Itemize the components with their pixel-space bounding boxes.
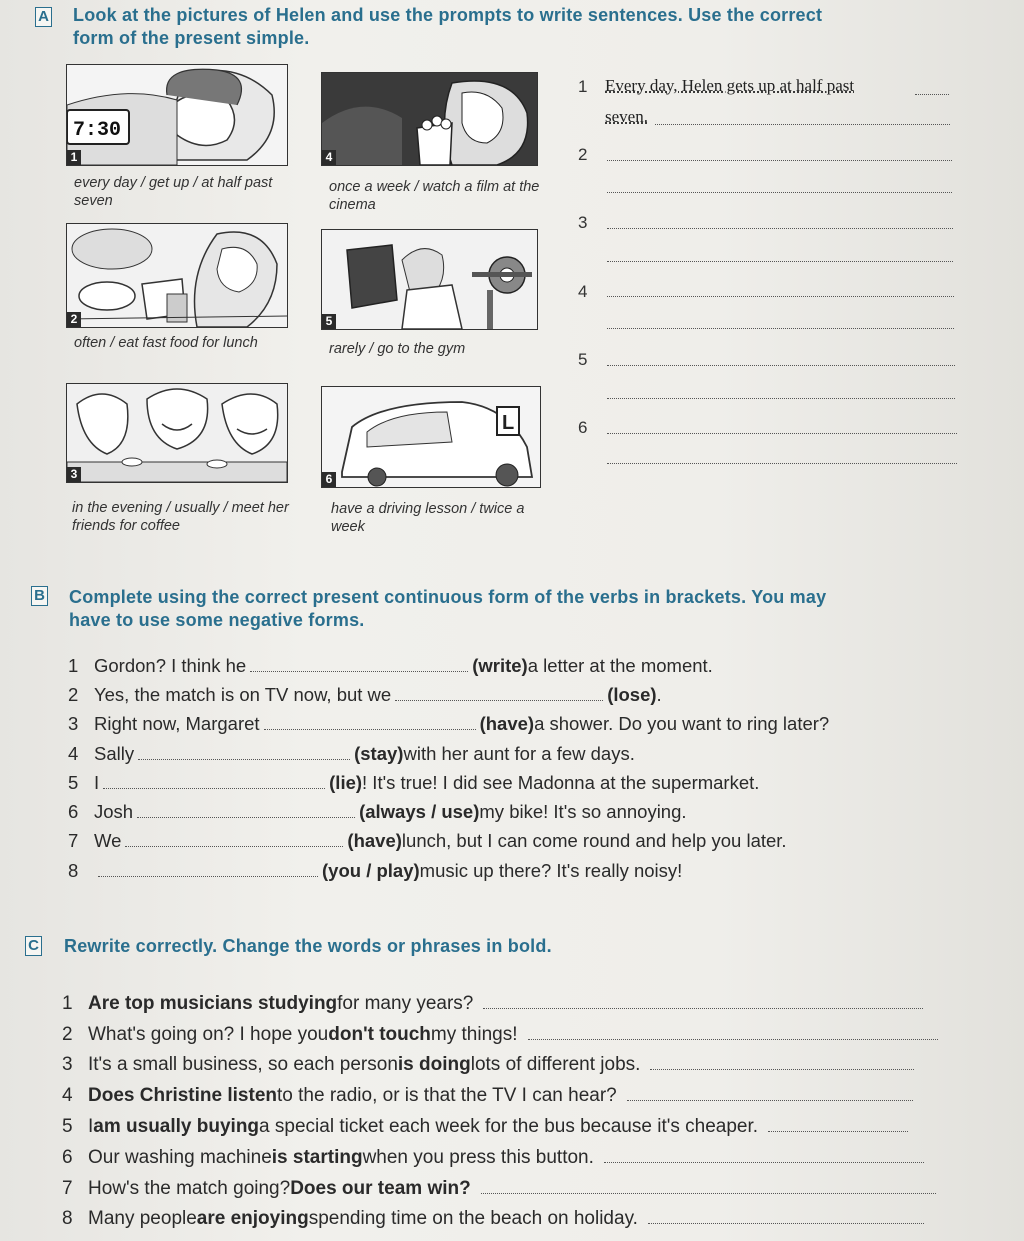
picture-1-number: 1 bbox=[67, 150, 81, 165]
picture-4-cinema bbox=[321, 72, 538, 166]
section-c-badge: C bbox=[25, 936, 42, 956]
c-item-3-post: lots of different jobs. bbox=[470, 1054, 641, 1075]
picture-4-number: 4 bbox=[322, 150, 336, 165]
c-item-5 bbox=[62, 1116, 912, 1138]
b-item-3 bbox=[68, 713, 829, 735]
b-item-4-gap[interactable] bbox=[138, 745, 350, 760]
answer-line-4a[interactable] bbox=[607, 296, 954, 297]
picture-2-fastfood bbox=[66, 223, 288, 328]
b-item-1-verb: (write) bbox=[472, 655, 528, 676]
b-item-2-rest: . bbox=[656, 684, 662, 705]
b-item-5 bbox=[68, 772, 759, 794]
c-item-7-gap[interactable] bbox=[481, 1179, 936, 1194]
b-item-1 bbox=[68, 655, 713, 677]
c-item-2 bbox=[62, 1024, 942, 1046]
c-item-8-bold: are enjoying bbox=[196, 1208, 309, 1229]
b-item-1-gap[interactable] bbox=[250, 657, 468, 672]
c-item-3-number: 3 bbox=[62, 1054, 73, 1075]
answer-line-2a[interactable] bbox=[607, 160, 952, 161]
c-item-8-post: spending time on the beach on holiday. bbox=[308, 1208, 638, 1229]
c-item-1-post: for many years? bbox=[337, 993, 474, 1014]
c-item-3 bbox=[62, 1054, 918, 1076]
b-item-2-gap[interactable] bbox=[395, 686, 603, 701]
b-item-2-number: 2 bbox=[68, 684, 79, 705]
section-b-heading: Complete using the correct present continuous form of the verbs in brackets. You may have to use some negative forms. bbox=[69, 587, 827, 630]
b-item-6-rest: my bike! It's so annoying. bbox=[479, 801, 687, 822]
c-item-8-number: 8 bbox=[62, 1208, 73, 1229]
answer-number-3: 3 bbox=[578, 213, 588, 232]
c-item-3-pre: It's a small business, so each person bbox=[88, 1054, 398, 1075]
answer-1-line-2: seven. bbox=[605, 107, 648, 126]
c-item-7-number: 7 bbox=[62, 1178, 73, 1199]
b-item-7-verb: (have) bbox=[347, 830, 402, 851]
c-item-6-bold: is starting bbox=[271, 1147, 363, 1168]
picture-3-number: 3 bbox=[67, 467, 81, 482]
c-item-6 bbox=[62, 1147, 928, 1169]
answer-line-5b[interactable] bbox=[607, 398, 955, 399]
answer-number-5: 5 bbox=[578, 350, 588, 369]
b-item-7-rest: lunch, but I can come round and help you later. bbox=[401, 830, 787, 851]
answer-number-2: 2 bbox=[578, 145, 588, 164]
picture-6-number: 6 bbox=[322, 472, 336, 487]
answer-1-line-1: Every day, Helen gets up at half past bbox=[605, 76, 855, 95]
picture-3-friends bbox=[66, 383, 288, 483]
b-item-2-text: Yes, the match is on TV now, but we bbox=[94, 684, 392, 705]
b-item-7-number: 7 bbox=[68, 830, 79, 851]
section-a-heading: Look at the pictures of Helen and use the prompts to write sentences. Use the correct form of the present simple. bbox=[73, 5, 823, 48]
caption-1: every day / get up / at half past seven bbox=[74, 175, 273, 209]
c-item-6-post: when you press this button. bbox=[362, 1147, 594, 1168]
svg-text:L: L bbox=[502, 412, 515, 434]
b-item-6-number: 6 bbox=[68, 801, 79, 822]
picture-5-gym bbox=[321, 229, 538, 330]
c-item-6-gap[interactable] bbox=[604, 1148, 924, 1163]
b-item-3-rest: a shower. Do you want to ring later? bbox=[534, 713, 830, 734]
b-item-4-number: 4 bbox=[68, 743, 79, 764]
section-b-badge: B bbox=[31, 586, 48, 606]
c-item-2-post: my things! bbox=[430, 1024, 518, 1045]
c-item-7-pre: How's the match going? bbox=[88, 1178, 291, 1199]
c-item-6-pre: Our washing machine bbox=[88, 1147, 272, 1168]
b-item-7-text: We bbox=[94, 830, 122, 851]
b-item-8-number: 8 bbox=[68, 860, 79, 881]
b-item-7-gap[interactable] bbox=[125, 832, 343, 847]
c-item-2-pre: What's going on? I hope you bbox=[88, 1024, 329, 1045]
b-item-6 bbox=[68, 801, 687, 823]
b-item-6-text: Josh bbox=[94, 801, 134, 822]
c-item-1-gap[interactable] bbox=[483, 994, 923, 1009]
caption-2: often / eat fast food for lunch bbox=[74, 335, 258, 351]
b-item-3-text: Right now, Margaret bbox=[94, 713, 260, 734]
answer-number-6: 6 bbox=[578, 418, 588, 437]
clock-readout: 7:30 bbox=[73, 119, 122, 142]
picture-1-alarm bbox=[66, 64, 288, 166]
section-a-badge: A bbox=[35, 7, 52, 27]
caption-3: in the evening / usually / meet her friends for coffee bbox=[72, 500, 289, 534]
c-item-5-number: 5 bbox=[62, 1116, 73, 1137]
c-item-6-number: 6 bbox=[62, 1147, 73, 1168]
c-item-2-gap[interactable] bbox=[528, 1025, 938, 1040]
caption-5: rarely / go to the gym bbox=[329, 341, 466, 357]
c-item-5-bold: am usually buying bbox=[93, 1116, 260, 1137]
b-item-5-number: 5 bbox=[68, 772, 79, 793]
answer-line-6b[interactable] bbox=[607, 463, 957, 464]
b-item-1-number: 1 bbox=[68, 655, 79, 676]
c-item-1-bold: Are top musicians studying bbox=[88, 993, 338, 1014]
b-item-4-rest: with her aunt for a few days. bbox=[403, 743, 635, 764]
b-item-6-gap[interactable] bbox=[137, 803, 355, 818]
b-item-8-gap[interactable] bbox=[98, 862, 318, 877]
c-item-8-gap[interactable] bbox=[648, 1209, 924, 1224]
c-item-3-gap[interactable] bbox=[650, 1055, 914, 1070]
caption-6: have a driving lesson / twice a week bbox=[331, 501, 525, 535]
b-item-3-number: 3 bbox=[68, 713, 79, 734]
picture-2-number: 2 bbox=[67, 312, 81, 327]
caption-4: once a week / watch a film at the cinema bbox=[329, 179, 540, 213]
b-item-8-rest: music up there? It's really noisy! bbox=[419, 860, 683, 881]
b-item-8 bbox=[68, 860, 682, 882]
c-item-4-post: to the radio, or is that the TV I can hear? bbox=[277, 1085, 617, 1106]
b-item-4 bbox=[68, 743, 635, 765]
answer-line-3b[interactable] bbox=[607, 261, 953, 262]
c-item-8-pre: Many people bbox=[88, 1208, 197, 1229]
c-item-5-pre: I bbox=[88, 1116, 94, 1137]
answer-line-3a[interactable] bbox=[607, 228, 953, 229]
c-item-8 bbox=[62, 1208, 928, 1230]
b-item-5-verb: (lie) bbox=[329, 772, 363, 793]
b-item-3-verb: (have) bbox=[479, 713, 535, 734]
c-item-4 bbox=[62, 1085, 917, 1107]
c-item-2-number: 2 bbox=[62, 1024, 73, 1045]
answer-line-6a[interactable] bbox=[607, 433, 957, 434]
answer-number-1: 1 bbox=[578, 77, 588, 96]
b-item-1-text: Gordon? I think he bbox=[94, 655, 247, 676]
b-item-2 bbox=[68, 684, 662, 706]
b-item-4-text: Sally bbox=[94, 743, 135, 764]
answer-line-1a-tail bbox=[915, 94, 949, 95]
c-item-5-post: a special ticket each week for the bus because it's cheaper. bbox=[259, 1116, 759, 1137]
c-item-3-bold: is doing bbox=[397, 1054, 471, 1075]
b-item-5-gap[interactable] bbox=[103, 774, 325, 789]
c-item-4-bold: Does Christine listen bbox=[88, 1085, 277, 1106]
b-item-5-rest: ! It's true! I did see Madonna at the supermarket. bbox=[362, 772, 760, 793]
b-item-8-verb: (you / play) bbox=[322, 860, 420, 881]
c-item-4-gap[interactable] bbox=[627, 1086, 913, 1101]
b-item-4-verb: (stay) bbox=[354, 743, 404, 764]
c-item-4-number: 4 bbox=[62, 1085, 73, 1106]
picture-6-driving bbox=[321, 386, 541, 488]
section-c-heading: Rewrite correctly. Change the words or phrases in bold. bbox=[64, 936, 552, 956]
answer-line-5a[interactable] bbox=[607, 365, 955, 366]
c-item-2-bold: don't touch bbox=[328, 1024, 431, 1045]
c-item-1-number: 1 bbox=[62, 993, 73, 1014]
answer-number-4: 4 bbox=[578, 282, 588, 301]
answer-line-2b[interactable] bbox=[607, 192, 952, 193]
picture-5-number: 5 bbox=[322, 314, 336, 329]
b-item-2-verb: (lose) bbox=[607, 684, 657, 705]
c-item-7 bbox=[62, 1178, 940, 1200]
c-item-1 bbox=[62, 993, 927, 1015]
answer-line-4b[interactable] bbox=[607, 328, 954, 329]
answer-line-1b-tail bbox=[655, 124, 950, 125]
c-item-5-gap[interactable] bbox=[768, 1117, 908, 1132]
b-item-3-gap[interactable] bbox=[264, 715, 476, 730]
b-item-7 bbox=[68, 830, 787, 852]
b-item-6-verb: (always / use) bbox=[359, 801, 480, 822]
c-item-7-bold: Does our team win? bbox=[290, 1178, 471, 1199]
b-item-1-rest: a letter at the moment. bbox=[527, 655, 713, 676]
b-item-5-text: I bbox=[94, 772, 100, 793]
